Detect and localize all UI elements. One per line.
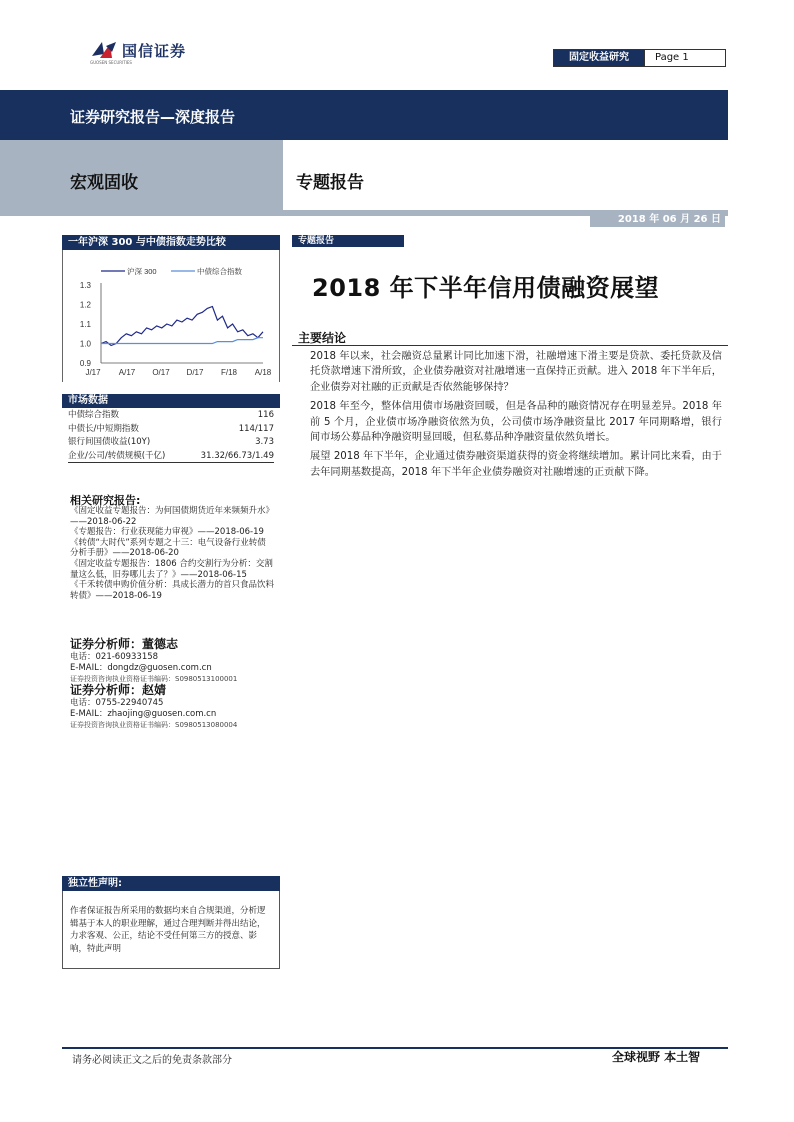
analyst-email[interactable]: E-MAIL：dongdz@guosen.com.cn (70, 663, 212, 673)
market-row (68, 423, 274, 437)
series-line (101, 338, 263, 344)
related-reports-list (70, 506, 274, 601)
topic-tag: 专题报告 (292, 235, 404, 247)
related-report-link[interactable]: 《转债“大时代”系列专题之十三：电气设备行业转债分析手册》——2018-06-20 (70, 537, 266, 559)
market-row-label: 中债综合指数 (68, 410, 120, 420)
market-row-value: 116 (257, 410, 274, 420)
analyst-block (70, 637, 280, 684)
y-tick-label: 1.2 (79, 300, 91, 310)
analyst-name: 证券分析师：赵婧 (70, 683, 167, 697)
header-category: 固定收益研究 (554, 50, 644, 66)
analyst-cert: 证券投资咨询执业资格证书编码：S0980513080004 (70, 721, 238, 729)
sector-band (0, 140, 283, 216)
analyst-cert: 证券投资咨询执业资格证书编码：S0980513100001 (70, 675, 238, 683)
declaration-title: 独立性声明: (62, 876, 280, 891)
x-tick-label: A/18 (254, 368, 272, 377)
analyst-email[interactable]: E-MAIL：zhaojing@guosen.com.cn (70, 709, 217, 719)
main-title: 2018 年下半年信用债融资展望 (312, 274, 660, 302)
related-report-link[interactable]: 《固定收益专题报告：为何国债期货近年来频频升水》——2018-06-22 (70, 506, 275, 527)
market-row (68, 436, 274, 450)
logo-subtext: GUOSEN SECURITIES (90, 60, 132, 65)
market-row-label: 银行间国债收益(10Y) (68, 437, 151, 447)
market-row-label: 企业/公司/转债规模(千亿) (68, 450, 166, 461)
market-data-table (68, 409, 274, 463)
market-row-label: 中债长/中短期指数 (68, 423, 139, 434)
analyst-phone: 电话：0755-22940745 (70, 698, 164, 708)
sector-label: 宏观固收 (70, 173, 138, 193)
related-reports-title: 相关研究报告: (70, 494, 141, 507)
conclusion-paragraph: 2018 年以来，社会融资总量累计同比加速下滑，社融增速下滑主要是贷款、委托贷款及信托贷款增速下滑所致，企业债券融资对社融增速一直保持正贡献。进入 2018 年下半年后，企业债券对社融的正贡献是否依然能够保持？ (310, 351, 722, 393)
conclusion-paragraph: 2018 年至今，整体信用债市场融资回暖，但是各品种的融资情况存在明显差异。2018 年前 5 个月，企业债市场净融资依然为负，公司债市场净融资量比 2017 年同期略增，银行间市场公募品种净融资明显回暖，但私募品种净融资量依然负增长。 (310, 401, 722, 444)
market-row-value: 114/117 (238, 423, 274, 434)
conclusion-title: 主要结论 (298, 331, 347, 345)
legend-label: 沪深 300 (127, 267, 157, 276)
market-row (68, 450, 274, 464)
report-type: 证券研究报告—深度报告 (70, 108, 236, 126)
topic-label: 专题报告 (296, 173, 364, 193)
y-tick-label: 1.0 (79, 339, 91, 349)
analyst-block (70, 683, 280, 730)
report-date: 2018 年 06 月 26 日 (590, 213, 725, 227)
index-chart (62, 250, 280, 382)
related-report-link[interactable]: 《千禾转债申购价值分析：具成长潜力的首只食品饮料转债》——2018-06-19 (70, 580, 275, 601)
analyst-phone: 电话：021-60933158 (70, 652, 159, 662)
y-tick-label: 1.1 (79, 320, 91, 329)
market-row-value: 3.73 (255, 437, 274, 447)
analyst-name: 证券分析师：董德志 (70, 637, 179, 651)
x-tick-label: D/17 (186, 368, 204, 377)
conclusion-paragraph: 展望 2018 年下半年，企业通过债券融资渠道获得的资金将继续增加。累计同比来看，由于去年同期基数提高，2018 年下半年企业债券融资对社融增速的正贡献下降。 (310, 451, 722, 478)
market-row-value: 31.32/66.73/1.49 (200, 450, 274, 461)
x-tick-label: J/17 (85, 368, 101, 377)
page-number: Page 1 (655, 52, 689, 63)
x-tick-label: F/18 (220, 368, 238, 377)
conclusion-divider (292, 345, 728, 346)
conclusion-body (310, 349, 722, 484)
declaration-text: 作者保证报告所采用的数据均来自合规渠道，分析逻辑基于本人的职业理解，通过合理判断并得出结论，力求客观、公正，结论不受任何第三方的授意、影响，特此声明 (62, 891, 280, 969)
footer-slogan: 全球视野 本土智 (612, 1050, 701, 1064)
header-category-box (553, 49, 726, 67)
logo-text: 国信证券 (122, 42, 187, 60)
related-report-link[interactable]: 《固定收益专题报告：1806 合约交割行为分析：交割量这么低，旧券哪儿去了？》——2018-06-15 (70, 558, 273, 580)
y-tick-label: 0.9 (79, 359, 91, 368)
market-data-title: 市场数据 (62, 394, 280, 408)
chart-title: 一年沪深 300 与中债指数走势比较 (62, 235, 280, 250)
legend-label: 中债综合指数 (197, 267, 242, 276)
related-report-link[interactable]: 《专题报告：行业获现能力审视》——2018-06-19 (70, 527, 264, 538)
x-tick-label: O/17 (152, 368, 170, 377)
guosen-logo (90, 38, 210, 66)
footer-disclaimer: 请务必阅读正文之后的免责条款部分 (72, 1055, 232, 1066)
x-tick-label: A/17 (118, 368, 136, 377)
index-chart-svg (63, 250, 281, 382)
y-tick-label: 1.3 (79, 281, 91, 290)
market-row (68, 409, 274, 423)
